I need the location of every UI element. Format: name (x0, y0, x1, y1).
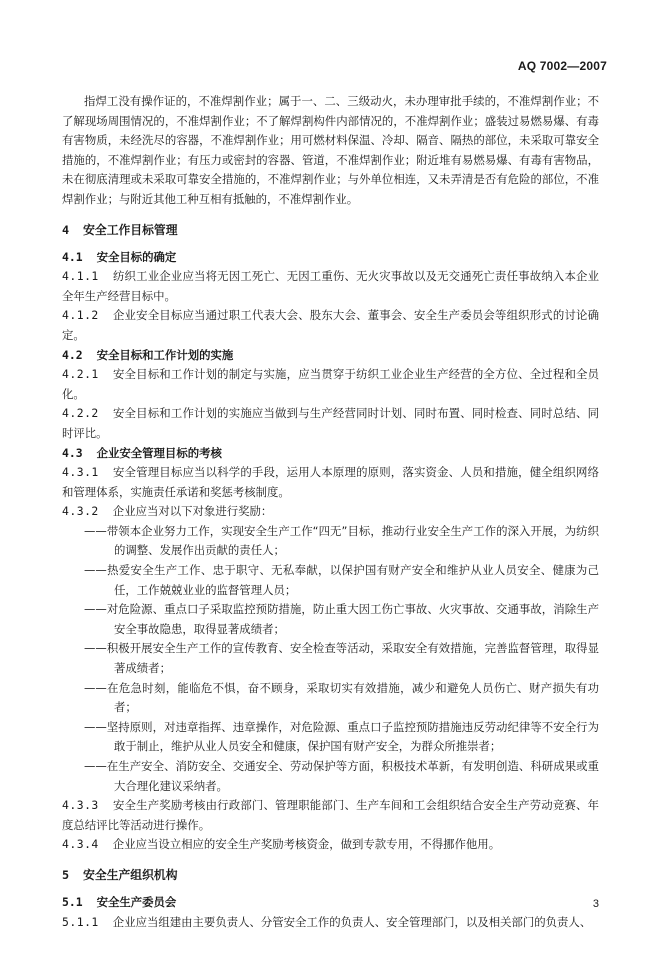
clause-text: 安全管理目标应当以科学的手段，运用人本原理的原则，落实资金、人员和措施，健全组织网络和管理体系，实施责任承诺和奖惩考核制度。 (62, 465, 599, 499)
clause-4-1-1 (62, 267, 599, 306)
clause-4-1-2 (62, 306, 599, 345)
section-number: 5 (62, 867, 70, 882)
clause-number: 4.1.1 (62, 269, 99, 284)
document-body (62, 92, 599, 932)
clause-number: 4.3.1 (62, 465, 99, 480)
section-number: 4 (62, 222, 70, 237)
subsection-title: 安全生产委员会 (96, 894, 177, 909)
subsection-heading-5-1 (62, 893, 599, 913)
clause-text: 企业安全目标应当通过职工代表大会、股东大会、董事会、安全生产委员会等组织形式的讨论确定。 (62, 308, 599, 342)
reward-list (62, 522, 599, 796)
list-item: ——在危急时刻，能临危不惧，奋不顾身，采取切实有效措施，减少和避免人员伤亡、财产损失有功者； (84, 680, 599, 715)
clause-text: 安全目标和工作计划的制定与实施，应当贯穿于纺织工业企业生产经营的全方位、全过程和全员化。 (62, 367, 599, 401)
clause-text: 企业应当组建由主要负责人、分管安全工作的负责人、安全管理部门，以及相关部门的负责人、 (112, 914, 592, 929)
clause-number: 4.2.2 (62, 406, 99, 421)
clause-text: 纺织工业企业应当将无因工死亡、无因工重伤、无火灾事故以及无交通死亡责任事故纳入本企业全年生产经营目标中。 (62, 269, 599, 303)
clause-text: 企业应当对以下对象进行奖励： (112, 504, 273, 519)
standard-code: AQ 7002—2007 (517, 59, 607, 73)
subsection-heading-4-2 (62, 346, 599, 366)
section-heading-5 (62, 866, 599, 883)
subsection-number: 4.3 (62, 445, 83, 460)
clause-text: 安全目标和工作计划的实施应当做到与生产经营同时计划、同时布置、同时检查、同时总结、同时评比。 (62, 406, 599, 440)
page-number: 3 (592, 898, 599, 910)
clause-4-2-1 (62, 365, 599, 404)
list-item: ——带领本企业努力工作，实现安全生产工作“四无”目标，推动行业安全生产工作的深入开展，为纺织的调整、发展作出贡献的责任人； (84, 523, 599, 558)
list-item: ——坚持原则，对违章指挥、违章操作，对危险源、重点口子监控预防措施违反劳动纪律等不安全行为敢于制止，维护从业人员安全和健康，保护国有财产安全，为群众所推崇者； (84, 719, 599, 754)
subsection-title: 安全目标的确定 (96, 249, 177, 264)
clause-number: 4.3.4 (62, 837, 99, 852)
list-item: ——热爱安全生产工作、忠于职守、无私奉献，以保护国有财产安全和维护从业人员安全、健康为己任，工作兢兢业业的监督管理人员； (84, 563, 599, 597)
clause-number: 4.1.2 (62, 308, 99, 323)
clause-number: 4.3.2 (62, 504, 99, 519)
subsection-number: 4.2 (62, 347, 83, 362)
subsection-heading-4-3 (62, 444, 599, 464)
clause-number: 5.1.1 (62, 914, 99, 929)
list-item: ——在生产安全、消防安全、交通安全、劳动保护等方面，积极技术革新，有发明创造、科研成果或重大合理化建议采纳者。 (84, 759, 599, 793)
list-item: ——对危险源、重点口子采取监控预防措施，防止重大因工伤亡事故、火灾事故、交通事故，消除生产安全事故隐患，取得显著成绩者； (84, 602, 599, 636)
subsection-number: 4.1 (62, 249, 83, 264)
clause-4-3-2 (62, 502, 599, 522)
section-heading-4 (62, 221, 599, 238)
intro-paragraph: 指焊工没有操作证的，不准焊割作业；属于一、二、三级动火，未办理审批手续的，不准焊割作业；不了解现场周围情况的，不准焊割作业；不了解焊割构件内部情况的，不准焊割作业；盛装过易燃易爆、有毒有害物质，未经洗尽的容器，不准焊割作业；用可燃材料保温、冷却、隔音、隔热的部位，未采取可靠安全措施的，不准焊割作业；有压力或密封的容器、管道，不准焊割作业；附近堆有易燃易爆、有毒有害物品，未在彻底清理或未采取可靠安全措施的，不准焊割作业；与外单位相连，又未弄清是否有危险的部位，不准焊割作业；与附近其他工种互相有抵触的，不准焊割作业。 (62, 94, 599, 206)
clause-4-2-2 (62, 404, 599, 443)
subsection-title: 安全目标和工作计划的实施 (96, 347, 234, 362)
subsection-number: 5.1 (62, 894, 83, 909)
clause-5-1-1 (62, 913, 599, 933)
clause-4-3-3 (62, 796, 599, 835)
clause-4-3-4 (62, 835, 599, 855)
clause-number: 4.2.1 (62, 367, 99, 382)
clause-number: 4.3.3 (62, 798, 99, 813)
section-title: 安全工作目标管理 (83, 222, 178, 237)
section-title: 安全生产组织机构 (83, 867, 178, 882)
clause-4-3-1 (62, 463, 599, 502)
subsection-heading-4-1 (62, 248, 599, 268)
list-item: ——积极开展安全生产工作的宣传教育、安全检查等活动，采取安全有效措施，完善监督管理，取得显著成绩者； (84, 641, 599, 676)
clause-text: 安全生产奖励考核由行政部门、管理职能部门、生产车间和工会组织结合安全生产劳动竞赛、年度总结评比等活动进行操作。 (62, 798, 599, 832)
subsection-title: 企业安全管理目标的考核 (96, 445, 222, 460)
clause-text: 企业应当设立相应的安全生产奖励考核资金，做到专款专用，不得挪作他用。 (112, 837, 501, 852)
